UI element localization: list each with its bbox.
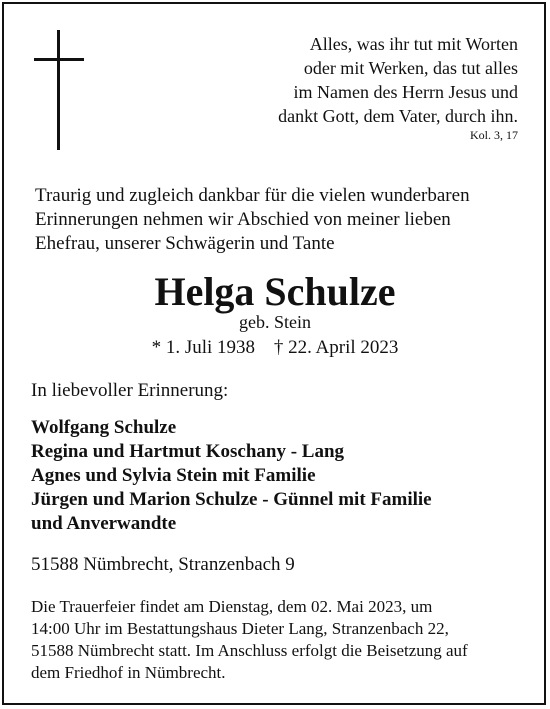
cross-vertical-bar [57,30,60,150]
mourners-list [31,416,432,536]
mourner-entry: Agnes und Sylvia Stein mit Familie [31,465,316,486]
funeral-line: Die Trauerfeier findet am Dienstag, dem 02. Mai 2023, um [31,597,433,616]
verse-line: dankt Gott, dem Vater, durch ihn. [278,106,518,126]
funeral-details [31,596,531,684]
mourner-entry: und Anverwandte [31,513,177,534]
verse-reference: Kol. 3, 17 [470,128,518,142]
latin-cross-icon [34,30,84,150]
verse-line: im Namen des Herrn Jesus und [293,82,518,102]
funeral-line: dem Friedhof in Nümbrecht. [31,663,226,682]
funeral-line: 51588 Nümbrecht statt. Im Anschluss erfolgt die Beisetzung auf [31,641,468,660]
mourner-entry: Regina und Hartmut Koschany - Lang [31,441,345,462]
verse-line: Alles, was ihr tut mit Worten [309,34,518,54]
death-date: † 22. April 2023 [273,337,399,358]
intro-line: Ehefrau, unserer Schwägerin und Tante [35,233,335,254]
deceased-name: Helga Schulze [154,269,396,314]
memory-heading: In liebevoller Erinnerung: [31,380,229,401]
bible-verse [188,32,518,128]
intro-line: Erinnerungen nehmen wir Abschied von meiner lieben [35,209,451,230]
life-dates [0,336,550,360]
funeral-line: 14:00 Uhr im Bestattungshaus Dieter Lang, Stranzenbach 22, [31,619,449,638]
verse-line: oder mit Werken, das tut alles [303,58,518,78]
birth-date: * 1. Juli 1938 [151,337,256,358]
cross-horizontal-bar [34,58,84,61]
mourner-entry: Wolfgang Schulze [31,417,177,438]
family-address: 51588 Nümbrecht, Stranzenbach 9 [31,554,295,575]
mourner-entry: Jürgen und Marion Schulze - Günnel mit Familie [31,489,432,510]
intro-text [35,184,525,256]
intro-line: Traurig und zugleich dankbar für die vielen wunderbaren [35,185,470,206]
birth-name: geb. Stein [239,312,311,332]
